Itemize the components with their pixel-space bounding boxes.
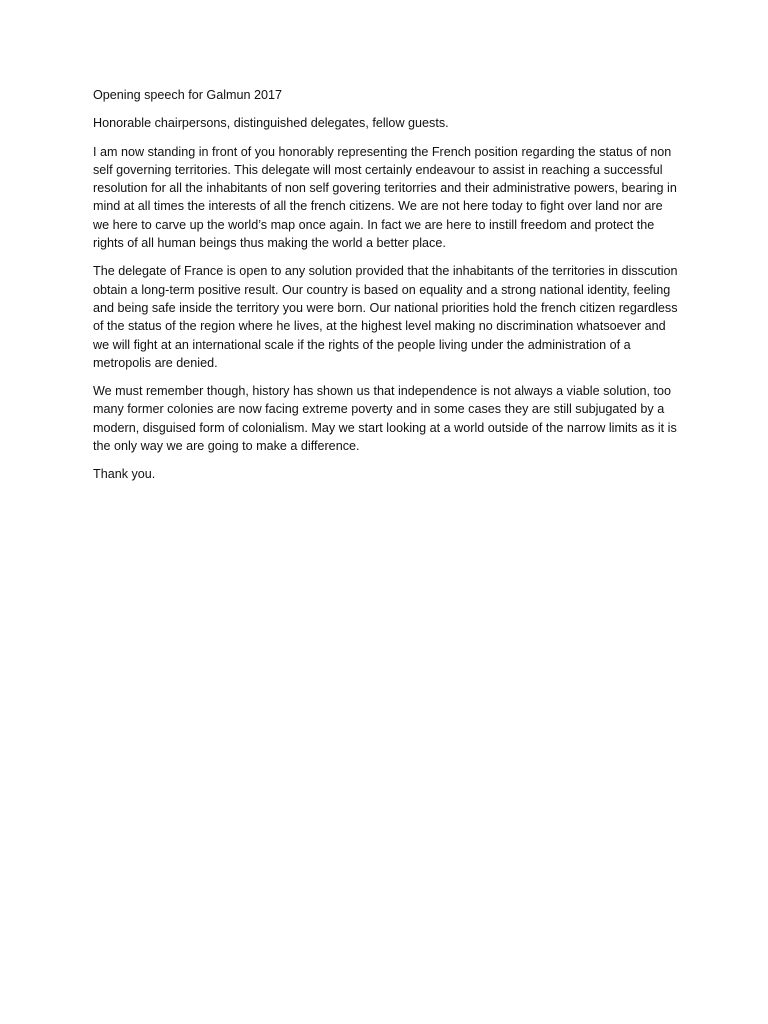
document-body [93,86,679,494]
paragraph-3: We must remember though, history has shown us that independence is not always a viable solution, too many former colonies are now facing extreme poverty and in some cases they are still subjugated by a modern, disguised form of colonialism. May we start looking at a world outside of the narrow limits as it is the only way we are going to make a difference. [93,384,677,454]
paragraph-2: The delegate of France is open to any solution provided that the inhabitants of the territories in disscution obtain a long-term positive result. Our country is based on equality and a strong national identity, feeling and being safe inside the territory you were born. Our national priorities hold the french citizen regardless of the status of the region where he lives, at the highest level making no discrimination whatsoever and we will fight at an international scale if the rights of the people living under the administration of a metropolis are denied. [93,264,678,370]
document-title: Opening speech for Galmun 2017 [93,88,283,102]
closing: Thank you. [93,467,156,482]
paragraph-1: I am now standing in front of you honorably representing the French position regarding the status of non self governing territories. This delegate will most certainly endeavour to assist in reaching a successful resolution for all the inhabitants of non self govering teritorries and their administrative powers, bearing in mind at all times the interests of all the french citizens. We are not here today to fight over land nor are we here to carve up the world’s map once again. In fact we are here to instill freedom and protect the rights of all human beings thus making the world a better place. [93,144,677,251]
salutation: Honorable chairpersons, distinguished delegates, fellow guests. [93,116,449,131]
